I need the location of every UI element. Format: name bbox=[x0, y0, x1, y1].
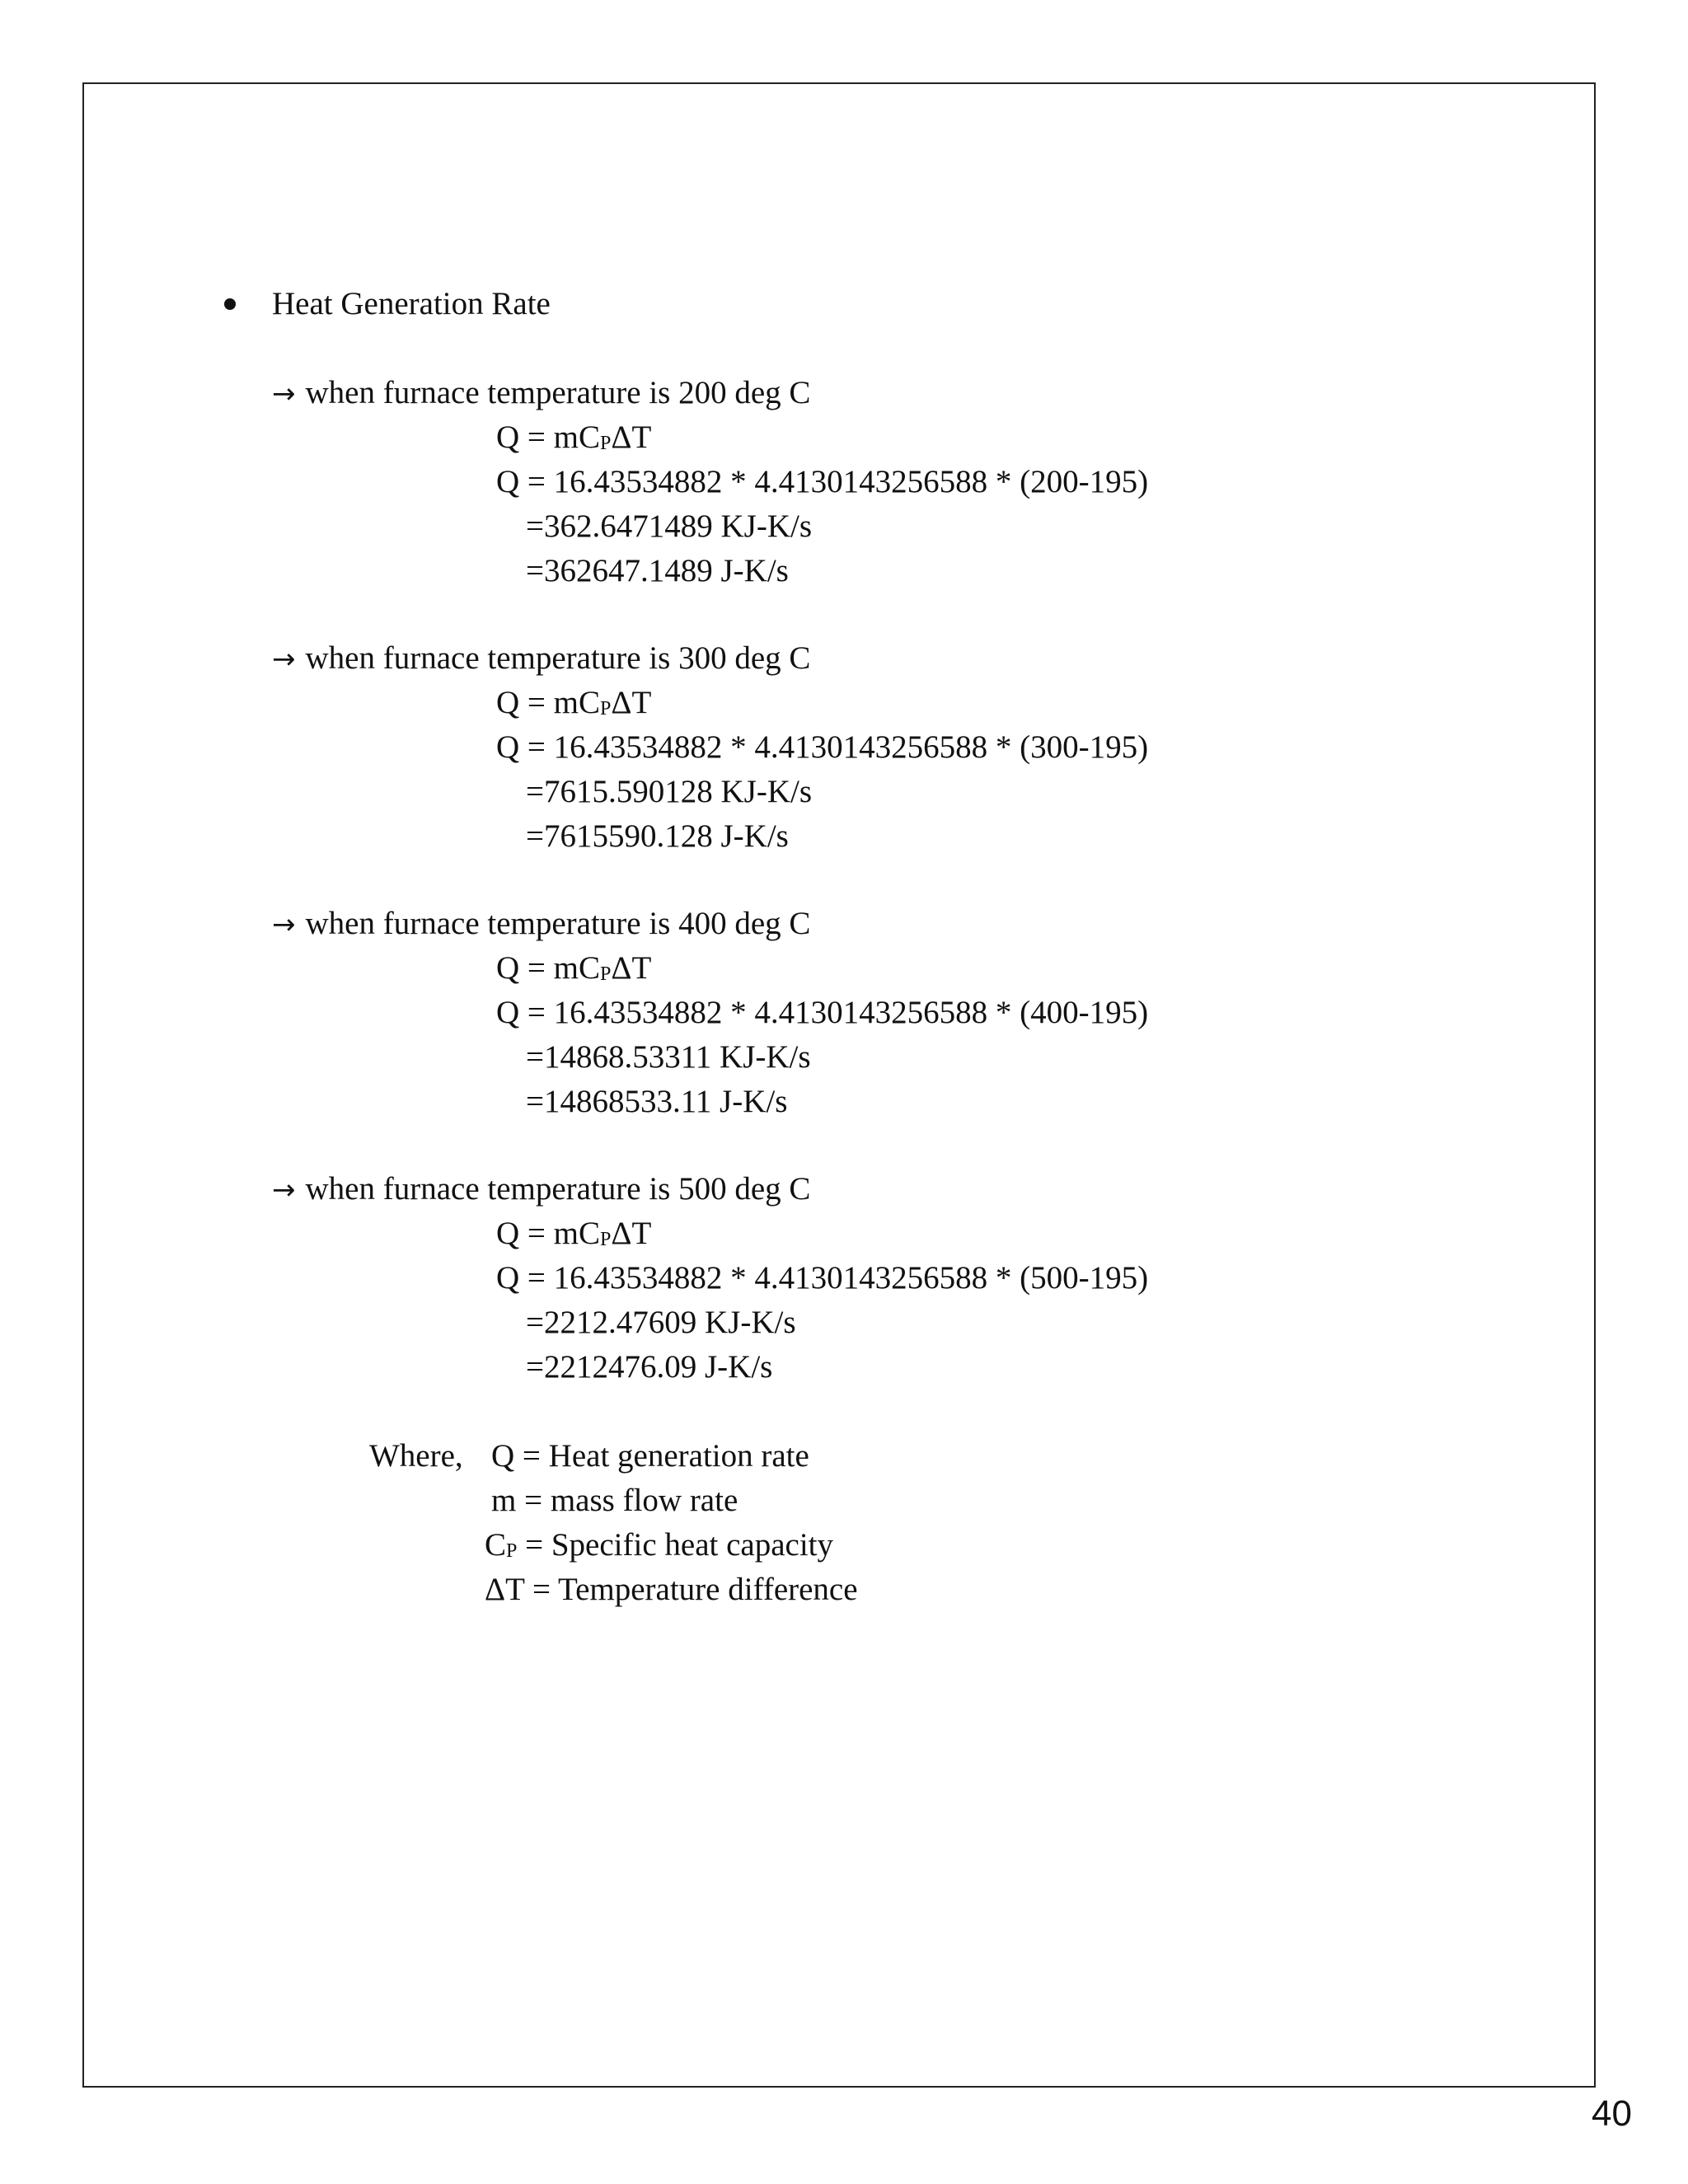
case-header: → when furnace temperature is 400 deg C bbox=[272, 905, 810, 944]
formula: Q = mCPΔT bbox=[496, 1216, 652, 1251]
case-header: → when furnace temperature is 500 deg C bbox=[272, 1170, 810, 1209]
case-header: → when furnace temperature is 200 deg C bbox=[272, 374, 810, 413]
result-kj: =362.6471489 KJ-K/s bbox=[526, 509, 813, 544]
result-kj: =7615.590128 KJ-K/s bbox=[526, 774, 813, 809]
formula: Q = mCPΔT bbox=[496, 419, 652, 455]
legend-cp: CP = Specific heat capacity bbox=[485, 1527, 834, 1563]
where-label: Where, bbox=[369, 1438, 463, 1474]
result-j: =362647.1489 J-K/s bbox=[526, 553, 789, 588]
legend-dt: ΔT = Temperature difference bbox=[485, 1572, 858, 1607]
result-kj: =14868.53311 KJ-K/s bbox=[526, 1039, 811, 1075]
case-header: → when furnace temperature is 300 deg C bbox=[272, 640, 810, 678]
formula: Q = mCPΔT bbox=[496, 950, 652, 986]
formula: Q = mCPΔT bbox=[496, 685, 652, 720]
result-j: =2212476.09 J-K/s bbox=[526, 1349, 773, 1385]
calculation: Q = 16.43534882 * 4.4130143256588 * (500-195) bbox=[496, 1260, 1149, 1296]
arrow-right-icon: → bbox=[272, 377, 296, 410]
arrow-right-icon: → bbox=[272, 643, 296, 676]
result-j: =7615590.128 J-K/s bbox=[526, 818, 789, 854]
calculation: Q = 16.43534882 * 4.4130143256588 * (400-195) bbox=[496, 995, 1149, 1030]
arrow-right-icon: → bbox=[272, 908, 296, 941]
page-number: 40 bbox=[1592, 2093, 1632, 2134]
arrow-right-icon: → bbox=[272, 1174, 296, 1207]
calculation: Q = 16.43534882 * 4.4130143256588 * (300-195) bbox=[496, 729, 1149, 765]
section-heading: Heat Generation Rate bbox=[272, 286, 551, 321]
result-j: =14868533.11 J-K/s bbox=[526, 1084, 788, 1119]
legend-q: Q = Heat generation rate bbox=[491, 1438, 809, 1474]
legend-m: m = mass flow rate bbox=[491, 1483, 738, 1518]
calculation: Q = 16.43534882 * 4.4130143256588 * (200-195) bbox=[496, 464, 1149, 499]
result-kj: =2212.47609 KJ-K/s bbox=[526, 1305, 796, 1340]
bullet-icon bbox=[224, 298, 236, 310]
